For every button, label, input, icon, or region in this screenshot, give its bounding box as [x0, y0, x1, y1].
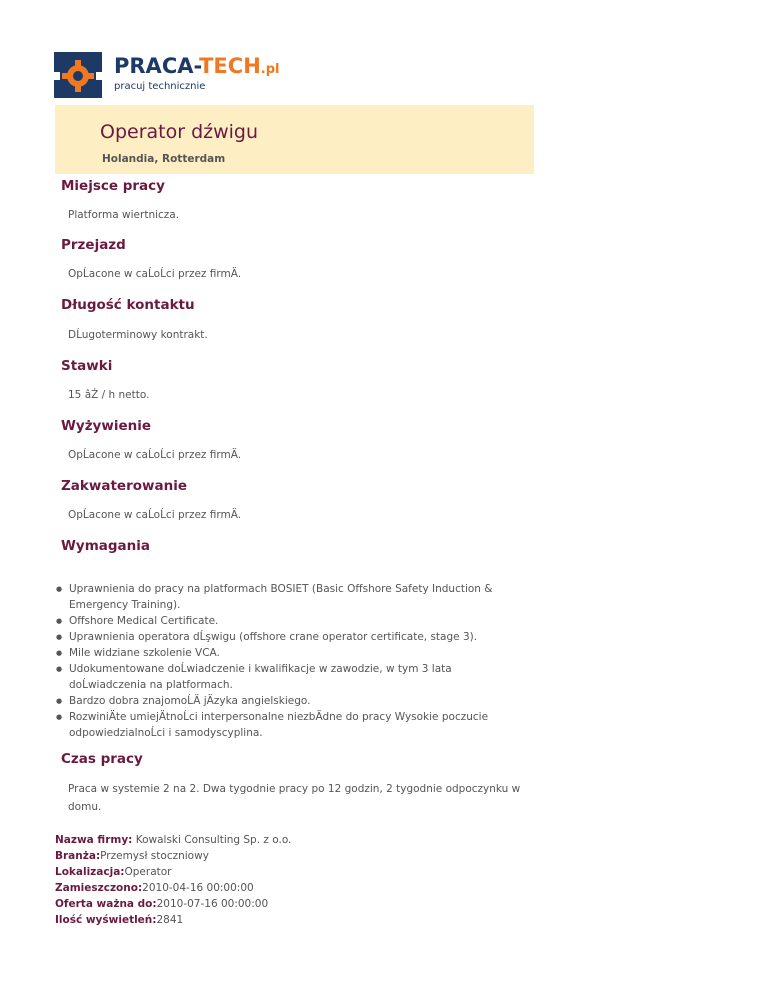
- list-item: ● Mile widziane szkolenie VCA.: [56, 645, 526, 661]
- meta-label-zamieszczono: Zamieszczono:: [55, 882, 143, 894]
- meta-row-lokalizacja: [55, 864, 291, 880]
- brand-tagline: pracuj technicznie: [114, 81, 206, 92]
- list-item: ● RozwiniÄte umiejÄtnoĹci interpersonalne niezbÄdne do pracy Wysokie poczucie odpowiedzialnoĹci i samodyscyplina.: [56, 709, 526, 741]
- meta-value-zamieszczono: 2010-04-16 00:00:00: [142, 882, 254, 894]
- meta-label-lokalizacja: Lokalizacja:: [55, 866, 125, 878]
- meta-row-wazna: [55, 896, 291, 912]
- meta-row-firma: [55, 832, 291, 848]
- meta-value-wyswietlen: 2841: [156, 914, 184, 926]
- list-item: ● Udokumentowane doĹwiadczenie i kwalifikacje w zawodzie, w tym 3 lata doĹwiadczenia na platformach.: [56, 661, 526, 693]
- meta-value-branza: Przemysł stoczniowy: [100, 850, 209, 862]
- meta-label-branza: Branża:: [55, 850, 101, 862]
- heading-miejsce-pracy: Miejsce pracy: [61, 178, 165, 194]
- text-czas-pracy: Praca w systemie 2 na 2. Dwa tygodnie pracy po 12 godzin, 2 tygodnie odpoczynku w domu.: [68, 783, 521, 813]
- job-location: Holandia, Rotterdam: [102, 153, 226, 165]
- list-item: ● Offshore Medical Certificate.: [56, 613, 526, 629]
- heading-dlugosc-kontaktu: Długość kontaktu: [61, 297, 195, 313]
- meta-row-zamieszczono: [55, 880, 291, 896]
- requirements-list: [56, 581, 526, 741]
- brand-name-praca: PRACA-: [114, 54, 200, 78]
- meta-row-wyswietlen: [55, 912, 291, 928]
- text-zakwaterowanie: OpĹacone w caĹoĹci przez firmÄ.: [68, 509, 242, 521]
- list-item: ● Uprawnienia operatora dĹşwigu (offshore crane operator certificate, stage 3).: [56, 629, 526, 645]
- text-miejsce-pracy: Platforma wiertnicza.: [68, 209, 180, 221]
- text-stawki: 15 âŹ / h netto.: [68, 389, 150, 401]
- job-title: Operator dźwigu: [100, 121, 259, 143]
- meta-row-branza: [55, 848, 291, 864]
- text-dlugosc-kontaktu: DĹugoterminowy kontrakt.: [68, 329, 208, 341]
- meta-value-wazna: 2010-07-16 00:00:00: [156, 898, 269, 910]
- gear-logo-icon: [54, 52, 110, 100]
- heading-zakwaterowanie: Zakwaterowanie: [61, 478, 187, 494]
- list-item: ● Uprawnienia do pracy na platformach BOSIET (Basic Offshore Safety Induction & Emergency Training).: [56, 581, 526, 613]
- list-item: ● Bardzo dobra znajomoĹÄ jÄzyka angielskiego.: [56, 693, 526, 709]
- heading-przejazd: Przejazd: [61, 237, 126, 253]
- brand-name-pl: .pl: [260, 62, 280, 77]
- meta-value-lokalizacja: Operator: [124, 866, 172, 878]
- text-wyzywienie: OpĹacone w caĹoĹci przez firmÄ.: [68, 449, 242, 461]
- heading-stawki: Stawki: [61, 358, 113, 374]
- praca-tech-logo[interactable]: [54, 52, 284, 100]
- text-przejazd: OpĹacone w caĹoĹci przez firmÄ.: [68, 268, 242, 280]
- heading-czas-pracy: Czas pracy: [61, 751, 143, 767]
- job-meta: [55, 832, 291, 928]
- meta-label-wyswietlen: Ilość wyświetleń:: [55, 914, 157, 926]
- meta-label-firma: Nazwa firmy:: [55, 834, 133, 846]
- heading-wyzywienie: Wyżywienie: [61, 418, 151, 434]
- heading-wymagania: Wymagania: [61, 538, 150, 554]
- meta-label-wazna: Oferta ważna do:: [55, 898, 157, 910]
- brand-name-tech: TECH: [199, 54, 261, 78]
- meta-value-firma: Kowalski Consulting Sp. z o.o.: [132, 834, 292, 846]
- brand-name: [114, 54, 279, 78]
- job-header-box: [55, 105, 534, 174]
